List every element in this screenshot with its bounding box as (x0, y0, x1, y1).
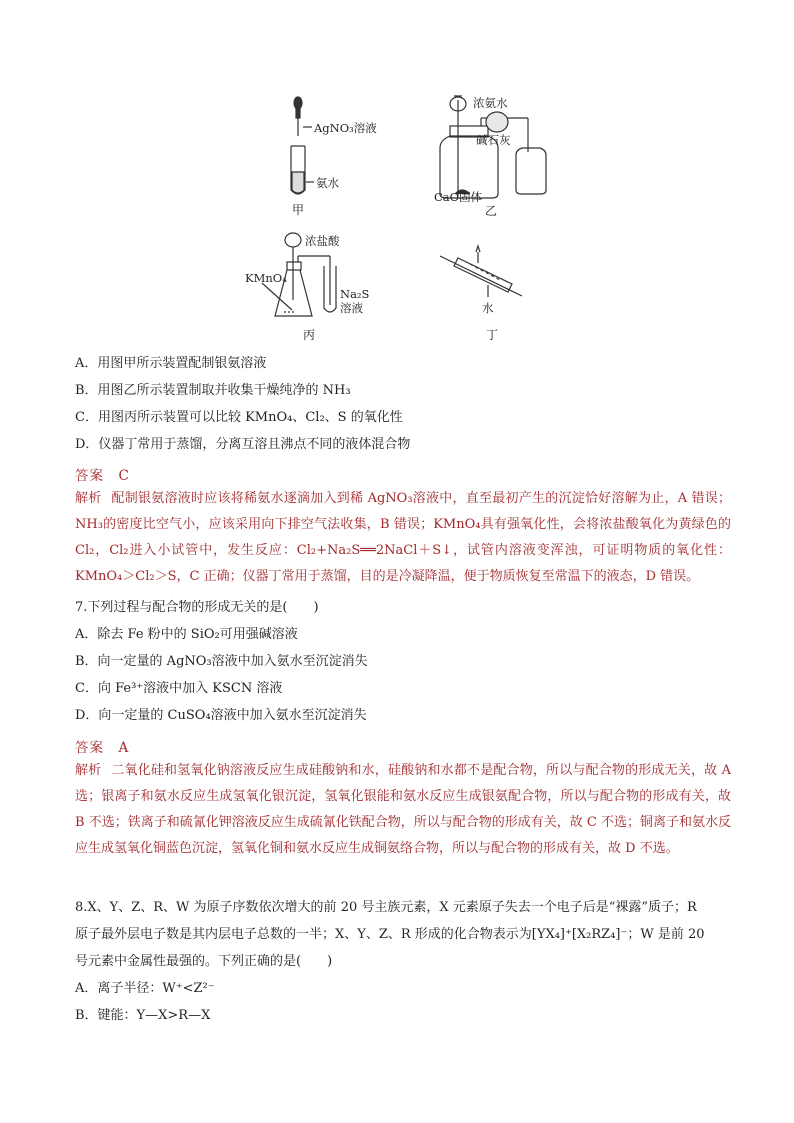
label-water: 水 (482, 301, 494, 315)
q7-option-d: D．向一定量的 CuSO₄溶液中加入氨水至沉淀消失 (75, 708, 367, 723)
q6-analysis-text: 配制银氨溶液时应该将稀氨水逐滴加入到稀 AgNO₃溶液中，直至最初产生的沉淀恰好溶解为止，A 错误；NH₃的密度比空气小，应该采用向下排空气法收集，B 错误；KMnO₄具有强氧化性，会将浓盐酸氧化为黄绿色的 Cl₂，Cl₂进入小试管中，发生反应：Cl₂+Na₂S══2NaCl＋S↓，试管内溶液变浑浊，可证明物质的氧化性：KMnO₄＞Cl₂＞S，C 正确；仪器丁常用于蒸馏，目的是冷凝降温，便于物质恢复至常温下的液态，D 错误。 (75, 491, 731, 584)
q8-stem-line-2: 原子最外层电子数是其内层电子总数的一半；X、Y、Z、R 形成的化合物表示为[YX₄]⁺[X₂RZ₄]⁻；W 是前 20 (75, 927, 705, 942)
apparatus-jia (291, 97, 314, 194)
q6-option-d: D．仪器丁常用于蒸馏，分离互溶且沸点不同的液体混合物 (75, 437, 411, 452)
label-conc-ammonia: 浓氨水 (473, 96, 508, 110)
q8-stem-line-3: 号元素中金属性最强的。下列正确的是( ) (75, 954, 333, 969)
q7-stem: 7.下列过程与配合物的形成无关的是( ) (75, 600, 319, 615)
q7-analysis-lead: 解析 (75, 763, 102, 778)
label-kmno4: KMnO₄ (245, 271, 287, 285)
q7-option-c: C．向 Fe³⁺溶液中加入 KSCN 溶液 (75, 681, 283, 696)
label-ammonia-water: 氨水 (316, 176, 339, 190)
label-soda-lime: 碱石灰 (476, 133, 511, 147)
label-agno3: AgNO₃溶液 (314, 121, 377, 135)
apparatus-figure (0, 0, 794, 350)
q6-option-a: A．用图甲所示装置配制银氨溶液 (75, 356, 267, 371)
label-solution: 溶液 (340, 301, 363, 315)
label-conc-hcl: 浓盐酸 (305, 234, 340, 248)
q8-stem-line-1: 8.X、Y、Z、R、W 为原子序数依次增大的前 20 号主族元素，X 元素原子失去一个电子后是“裸露”质子；R (75, 900, 697, 915)
q6-answer: 答案 C (75, 468, 130, 484)
q8-option-a: A．离子半径：W⁺<Z²⁻ (75, 981, 215, 996)
q6-option-c: C．用图丙所示装置可以比较 KMnO₄、Cl₂、S 的氧化性 (75, 410, 403, 425)
q7-option-b: B．向一定量的 AgNO₃溶液中加入氨水至沉淀消失 (75, 654, 368, 669)
apparatus-yi (440, 96, 546, 198)
q7-analysis-text: 二氧化硅和氢氧化钠溶液反应生成硅酸钠和水，硅酸钠和水都不是配合物，所以与配合物的形成无关，故 A 选；银离子和氨水反应生成氢氧化银沉淀，氢氧化银能和氨水反应生成银氨配合物，所以与配合物的形成有关，故 B 不选；铁离子和硫氰化钾溶液反应生成硫氰化铁配合物，所以与配合物的形成有关，故 C 不选；铜离子和氨水反应生成氢氧化铜蓝色沉淀，氢氧化铜和氨水反应生成铜氨络合物，所以与配合物的形成有关，故 D 不选。 (75, 763, 731, 856)
label-na2s: Na₂S (340, 287, 370, 301)
q8-option-b: B．键能：Y—X>R—X (75, 1008, 211, 1023)
caption-yi: 乙 (485, 204, 498, 218)
label-cao-solid: CaO固体 (434, 190, 483, 204)
caption-jia: 甲 (292, 203, 305, 217)
caption-ding: 丁 (486, 328, 499, 342)
q6-analysis-lead: 解析 (75, 491, 102, 506)
caption-bing: 丙 (303, 328, 316, 342)
apparatus-ding (440, 246, 522, 297)
q6-option-b: B．用图乙所示装置制取并收集干燥纯净的 NH₃ (75, 383, 351, 398)
q7-answer: 答案 A (75, 740, 130, 756)
q7-option-a: A．除去 Fe 粉中的 SiO₂可用强碱溶液 (75, 627, 298, 642)
q6-analysis (75, 486, 731, 590)
q7-analysis (75, 758, 731, 862)
